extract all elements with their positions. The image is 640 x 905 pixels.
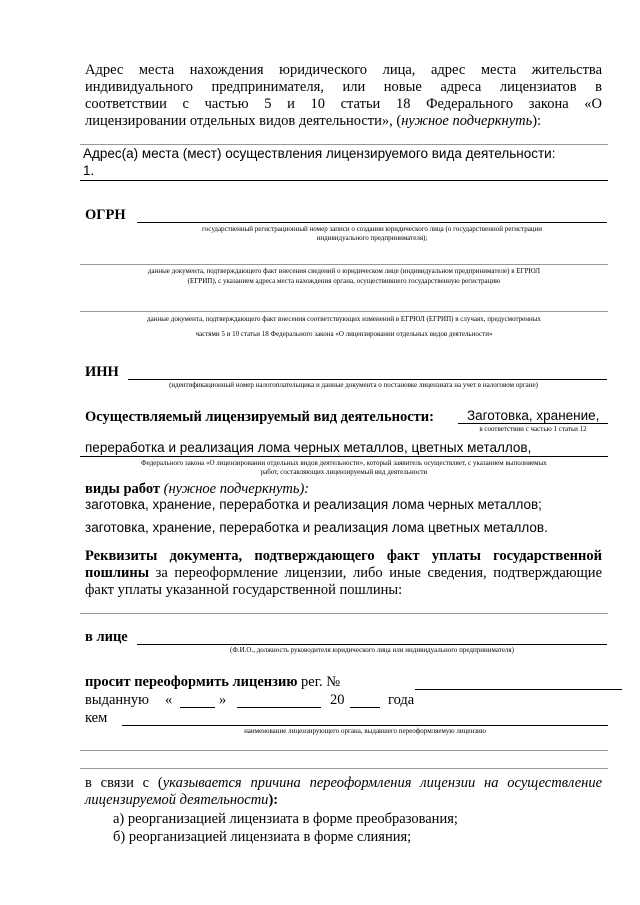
- address-line-1: Адрес места нахождения юридического лица, адрес места жительства: [85, 62, 602, 78]
- year-suffix: года: [388, 692, 415, 708]
- issue-year-field[interactable]: [350, 707, 380, 708]
- egrul-hint-a: данные документа, подтверждающего факт внесения сведений о юридическом лице (индивидуальном предпринимателе) в ЕГРЮЛ: [147, 267, 541, 275]
- reason-line-2: лицензируемой деятельности):: [85, 792, 279, 808]
- divider: [80, 768, 608, 769]
- activity-address-item: 1.: [83, 163, 95, 178]
- address-line-3: соответствии с частью 5 и 10 статьи 18 Федерального закона «О: [85, 96, 602, 112]
- quote-open: «: [165, 692, 173, 708]
- fee-line-3: факт уплаты указанной государственной пошлины:: [85, 582, 403, 598]
- person-hint: (Ф.И.О., должность руководителя юридического лица или индивидуального предпринимателя): [230, 646, 514, 654]
- egrul-changes-hint-a: данные документа, подтверждающего факт внесения соответствующих изменений в ЕГРЮЛ (ЕГРИП) в случаях, предусмотренных: [147, 315, 541, 323]
- reason-item-a[interactable]: а) реорганизацией лицензиата в форме преобразования;: [113, 811, 458, 827]
- egrul-changes-hint-b: частями 5 и 10 статьи 18 Федерального закона «О лицензировании отдельных видов деятельности»: [195, 330, 493, 338]
- activity-hint-2a: Федерального закона «О лицензировании отдельных видов деятельности», который заявитель осуществляет, с указанием выполняемых: [141, 459, 547, 467]
- works-label: виды работ (нужное подчеркнуть):: [85, 481, 310, 497]
- person-label: в лице: [85, 629, 128, 645]
- issued-label: выданную: [85, 692, 150, 708]
- issue-day-field[interactable]: [180, 707, 215, 708]
- inn-hint: (идентификационный номер налогоплательщика и данные документа о постановке лицензиата на учет в налоговом органе): [169, 381, 538, 389]
- fee-line-1: Реквизиты документа, подтверждающего факт уплаты государственной: [85, 548, 602, 564]
- activity-value-2[interactable]: переработка и реализация лома черных металлов, цветных металлов,: [85, 440, 532, 455]
- issuer-field-2[interactable]: [80, 750, 608, 751]
- activity-addresses-label: Адрес(а) места (мест) осуществления лицензируемого вида деятельности:: [83, 146, 556, 161]
- divider: [80, 144, 608, 145]
- issuer-hint: наименование лицензирующего органа, выдавшего переоформляемую лицензию: [244, 727, 486, 735]
- address-line-4: лицензировании отдельных видов деятельности», (нужное подчеркнуть):: [85, 113, 542, 129]
- fee-field[interactable]: [80, 613, 608, 614]
- quote-close: »: [219, 692, 227, 708]
- issue-month-field[interactable]: [237, 707, 321, 708]
- egrul-field[interactable]: [80, 264, 608, 265]
- reason-item-b[interactable]: б) реорганизацией лицензиата в форме слияния;: [113, 829, 412, 845]
- address-line-2: индивидуального предпринимателя, или новые адреса лицензиатов в: [85, 79, 602, 95]
- activity-hint-1: в соответствии с частью 1 статьи 12: [479, 425, 587, 433]
- fee-line-2: пошлины за переоформление лицензии, либо иные сведения, подтверждающие: [85, 565, 602, 581]
- request-label: просит переоформить лицензию рег. №: [85, 674, 341, 690]
- reason-line-1: в связи с (указывается причина переоформления лицензии на осуществление: [85, 775, 603, 791]
- inn-label: ИНН: [85, 364, 119, 380]
- activity-address-field[interactable]: [80, 180, 608, 181]
- ogrn-field[interactable]: [137, 222, 607, 223]
- works-item-1[interactable]: заготовка, хранение, переработка и реализация лома черных металлов;: [85, 497, 542, 512]
- activity-value-1[interactable]: Заготовка, хранение,: [467, 408, 600, 423]
- activity-hint-2b: работ, составляющих лицензируемый вид деятельности: [260, 468, 428, 476]
- ogrn-hint-1b: индивидуального предпринимателя);: [316, 234, 428, 242]
- issuer-label: кем: [85, 710, 108, 726]
- year-prefix: 20: [330, 692, 345, 708]
- ogrn-hint-1a: государственный регистрационный номер записи о создании юридического лица (о государственной регистрации: [201, 225, 543, 233]
- license-number-field[interactable]: [415, 689, 622, 690]
- activity-label: Осуществляемый лицензируемый вид деятельности:: [85, 409, 434, 425]
- works-item-2[interactable]: заготовка, хранение, переработка и реализация лома цветных металлов.: [85, 520, 548, 535]
- ogrn-label: ОГРН: [85, 207, 126, 223]
- activity-value-2-underline: [80, 456, 608, 457]
- egrul-hint-b: (ЕГРИП), с указанием адреса места нахождения органа, осуществившего государственную регистрацию: [187, 277, 501, 285]
- egrul-changes-field[interactable]: [80, 311, 608, 312]
